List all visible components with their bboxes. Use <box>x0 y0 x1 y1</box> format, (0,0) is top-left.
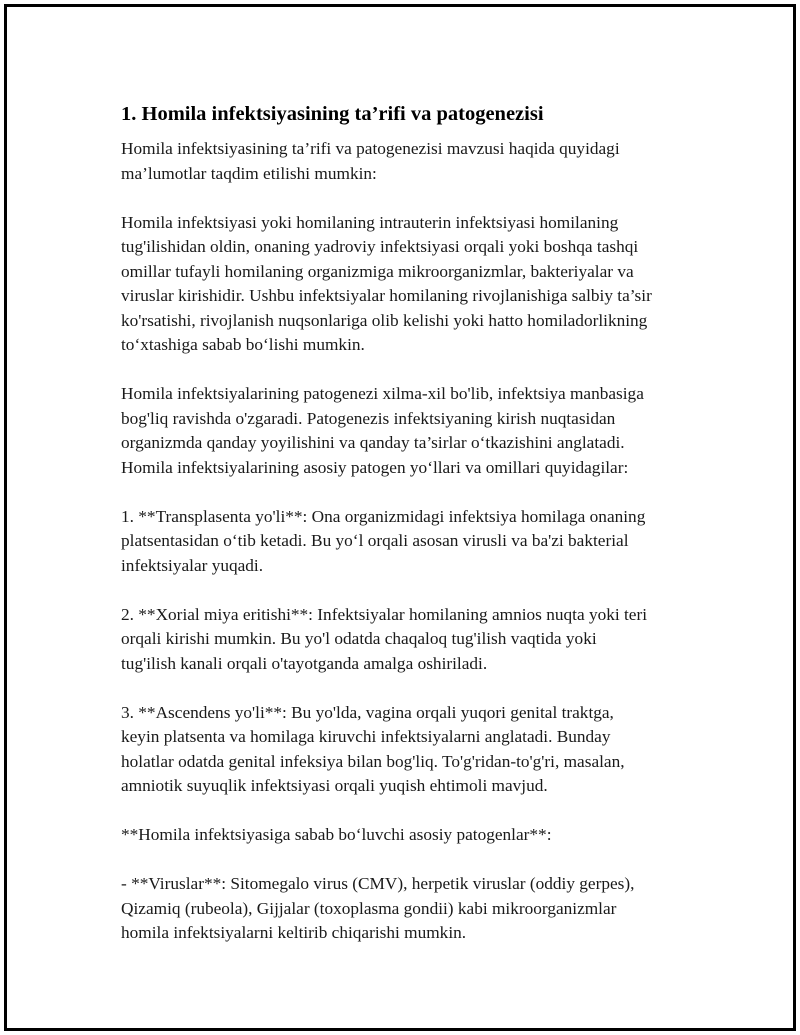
text-line: to‘xtashiga sabab bo‘lishi mumkin. <box>121 335 365 354</box>
text-line: platsentasidan o‘tib ketadi. Bu yo‘l orqali asosan virusli va ba'zi bakterial <box>121 531 629 550</box>
list-item-chorial <box>121 603 701 677</box>
text-line: tug'ilish kanali orqali o'tayotganda amalga oshiriladi. <box>121 653 488 673</box>
page-frame <box>4 4 796 1031</box>
text-line: homila infektsiyalarni keltirib chiqarishi mumkin. <box>121 923 467 942</box>
paragraph-pathogenesis <box>121 382 701 480</box>
text-line: **Homila infektsiyasiga sabab bo‘luvchi asosiy patogenlar**: <box>121 825 552 844</box>
text-line: Homila infektsiyasining ta’rifi va patogenezisi mavzusi haqida quyidagi <box>121 139 620 158</box>
text-line: ma’lumotlar taqdim etilishi mumkin: <box>121 163 377 183</box>
text-line: bog'liq ravishda o'zgaradi. Patogenezis infektsiyaning kirish nuqtasidan <box>121 408 616 428</box>
text-line: ko'rsatishi, rivojlanish nuqsonlariga olib kelishi yoki hatto homiladorlikning <box>121 310 648 330</box>
text-line: Homila infektsiyasi yoki homilaning intrauterin infektsiyasi homilaning <box>121 212 619 232</box>
paragraph-intro <box>121 137 701 186</box>
list-item-transplacental <box>121 505 701 579</box>
text-line: Qizamiq (rubeola), Gijjalar (toxoplasma gondii) kabi mikroorganizmlar <box>121 898 617 918</box>
text-line: amniotik suyuqlik infektsiyasi orqali yuqish ehtimoli mavjud. <box>121 776 548 795</box>
text-line: organizmda qanday yoyilishini va qanday ta’sirlar o‘tkazishini anglatadi. <box>121 433 625 452</box>
text-line: omillar tufayli homilaning organizmiga mikroorganizmlar, bakteriyalar va <box>121 261 634 281</box>
text-line: Homila infektsiyalarining patogenezi xilma-xil bo'lib, infektsiya manbasiga <box>121 384 644 403</box>
text-line: Homila infektsiyalarining asosiy patogen yo‘llari va omillari quyidagilar: <box>121 457 629 477</box>
list-item-ascending <box>121 701 701 799</box>
text-line: 2. **Xorial miya eritishi**: Infektsiyalar homilaning amnios nuqta yoki teri <box>121 604 648 624</box>
text-line: 3. **Ascendens yo'li**: Bu yo'lda, vagina orqali yuqori genital traktga, <box>121 702 614 722</box>
text-line: tug'ilishidan oldin, onaning yadroviy infektsiyasi orqali yoki boshqa tashqi <box>121 237 639 256</box>
text-line: 1. **Transplasenta yo'li**: Ona organizmidagi infektsiya homilaga onaning <box>121 506 646 526</box>
document-body <box>121 99 701 970</box>
paragraph-definition <box>121 211 701 358</box>
pathogens-heading <box>121 823 701 848</box>
document-title: 1. Homila infektsiyasining ta’rifi va patogenezisi <box>121 103 544 125</box>
text-line: viruslar kirishidir. Ushbu infektsiyalar homilaning rivojlanishiga salbiy ta’sir <box>121 286 652 305</box>
text-line: - **Viruslar**: Sitomegalo virus (CMV), herpetik viruslar (oddiy gerpes), <box>121 874 635 893</box>
text-line: infektsiyalar yuqadi. <box>121 555 264 575</box>
list-item-viruses <box>121 872 701 946</box>
text-line: orqali kirishi mumkin. Bu yo'l odatda chaqaloq tug'ilish vaqtida yoki <box>121 629 597 648</box>
text-line: keyin platsenta va homilaga kiruvchi infektsiyalarni anglatadi. Bunday <box>121 727 611 746</box>
text-line: holatlar odatda genital infeksiya bilan bog'liq. To'g'ridan-to'g'ri, masalan, <box>121 751 625 771</box>
